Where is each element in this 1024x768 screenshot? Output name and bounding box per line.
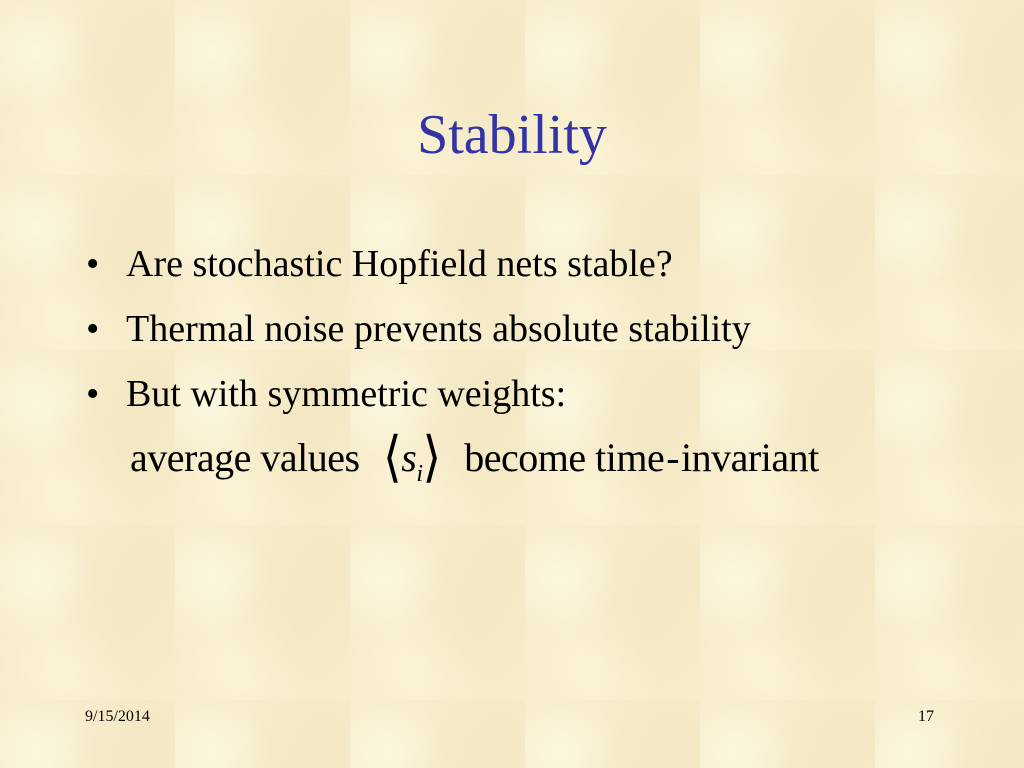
- bullet-item: [84, 232, 751, 297]
- right-angle-bracket: ⟩: [422, 426, 441, 488]
- variable-s: s: [401, 435, 417, 480]
- equation: [130, 428, 819, 504]
- page-number: 17: [918, 708, 934, 725]
- slide-title: Stability: [417, 104, 607, 166]
- left-angle-bracket: ⟨: [383, 426, 402, 488]
- bullet-item: [84, 297, 751, 362]
- equation-hyphen: -: [666, 435, 680, 480]
- bullet-text: Thermal noise prevents absolute stability: [126, 308, 751, 350]
- subscript-i: i: [416, 461, 423, 487]
- bullet-list: [84, 232, 751, 427]
- bullet-icon: •: [86, 308, 100, 350]
- equation-text-before: average values: [130, 435, 360, 480]
- bullet-text: But with symmetric weights:: [126, 373, 567, 415]
- equation-text-after: become time: [464, 435, 665, 480]
- bullet-text: Are stochastic Hopfield nets stable?: [126, 243, 673, 285]
- bullet-icon: •: [86, 243, 100, 285]
- bullet-icon: •: [86, 373, 100, 415]
- equation-text-end: invariant: [681, 435, 819, 480]
- bullet-item: [84, 362, 751, 427]
- footer-date: 9/15/2014: [85, 708, 150, 725]
